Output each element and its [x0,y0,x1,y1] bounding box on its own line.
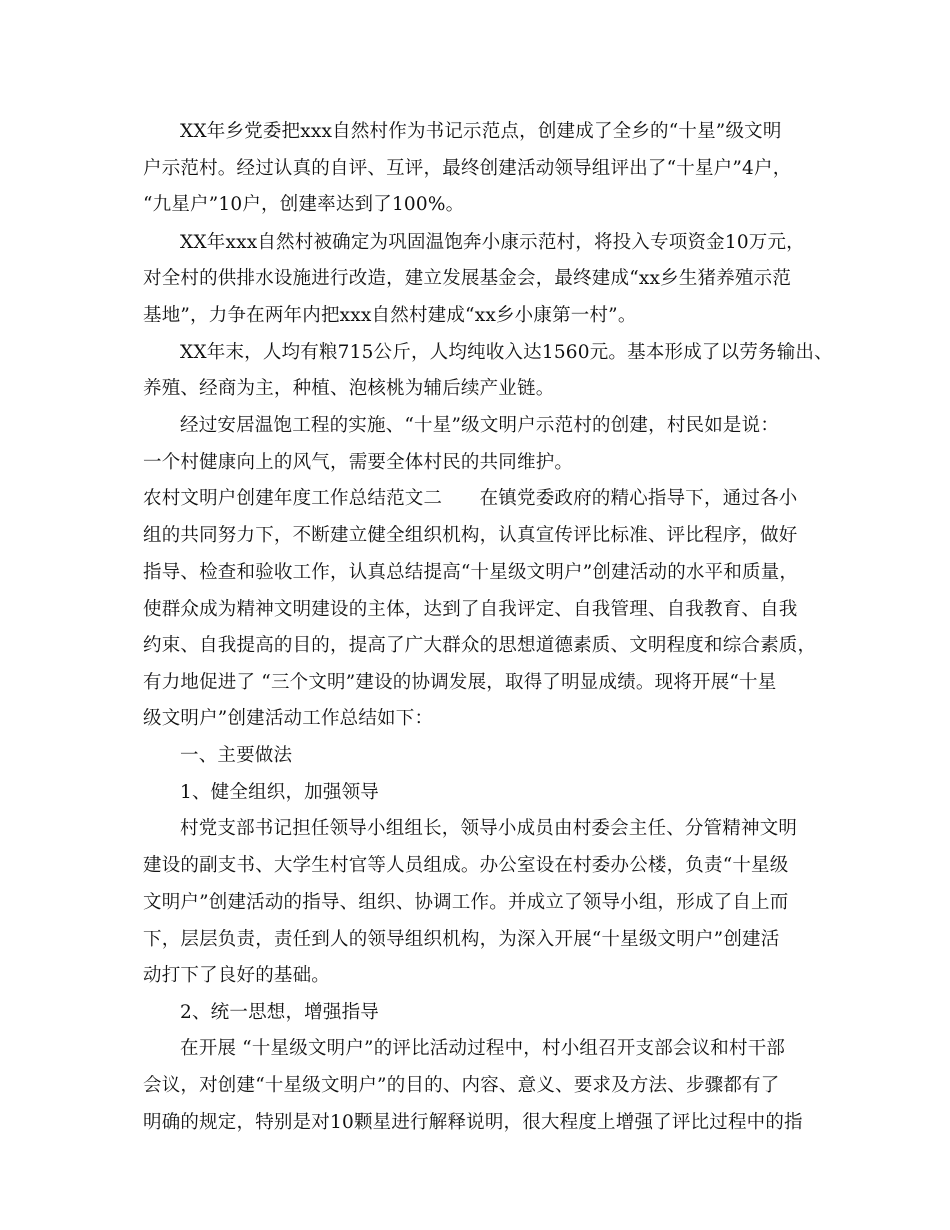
text-line: 基地”，力争在两年内把xxx自然村建成“xx乡小康第一村”。 [143,305,637,326]
subheading-line: 一、主要做法 [180,745,293,766]
text-line: 明确的规定，特别是对10颗星进行解释说明，很大程度上增强了评比过程中的指 [143,1112,803,1133]
text-line: 一个村健康向上的风气，需要全体村民的共同维护。 [143,452,574,473]
text-line: 有力地促进了 “三个文明”建设的协调发展，取得了明显成绩。现将开展“十星 [143,672,777,693]
subheading-line: 1、健全组织，加强领导 [180,782,379,803]
text-line: 养殖、经商为主，种植、泡核桃为辅后续产业链。 [143,378,555,399]
text-line: 文明户”创建活动的指导、组织、协调工作。并成立了领导小组，形成了自上而 [143,892,789,913]
text-line: 在开展 “十星级文明户”的评比活动过程中，村小组召开支部会议和村干部 [180,1038,786,1059]
text-line: 约束、自我提高的目的，提高了广大群众的思想道德素质、文明程度和综合素质， [143,635,817,656]
text-line: 组的共同努力下，不断建立健全组织机构，认真宣传评比标准、评比程序，做好 [143,525,798,546]
subheading-line: 2、统一思想，增强指导 [180,1002,379,1023]
section-heading-line: 农村文明户创建年度工作总结范文二 在镇党委政府的精心指导下，通过各小 [143,488,798,509]
text-line: XX年乡党委把xxx自然村作为书记示范点，创建成了全乡的“十星”级文明 [180,121,782,142]
text-line: 建设的副支书、大学生村官等人员组成。办公室设在村委办公楼，负责“十星级 [143,855,789,876]
text-line: XX年末，人均有粮715公斤，人均纯收入达1560元。基本形成了以劳务输出、 [180,342,833,363]
text-line: XX年xxx自然村被确定为巩固温饱奔小康示范村，将投入专项资金10万元， [180,232,805,253]
text-line: 使群众成为精神文明建设的主体，达到了自我评定、自我管理、自我教育、自我 [143,599,798,620]
text-line: 村党支部书记担任领导小组组长，领导小成员由村委会主任、分管精神文明 [180,818,798,839]
text-line: 级文明户”创建活动工作总结如下： [143,708,434,729]
text-line: 会议，对创建“十星级文明户”的目的、内容、意义、要求及方法、步骤都有了 [143,1075,780,1096]
text-line: 经过安居温饱工程的实施、“十星”级文明户示范村的创建，村民如是说： [180,415,780,436]
text-line: 户示范村。经过认真的自评、互评，最终创建活动领导组评出了“十星户”4户， [143,158,792,179]
text-line: “九星户”10户，创建率达到了100%。 [143,194,465,215]
text-line: 动打下了良好的基础。 [143,965,331,986]
text-line: 指导、检查和验收工作，认真总结提高“十星级文明户”创建活动的水平和质量， [143,562,799,583]
text-line: 对全村的供排水设施进行改造，建立发展基金会，最终建成“xx乡生猪养殖示范 [143,268,792,289]
text-line: 下，层层负责，责任到人的领导组织机构，为深入开展“十星级文明户”创建活 [143,929,780,950]
